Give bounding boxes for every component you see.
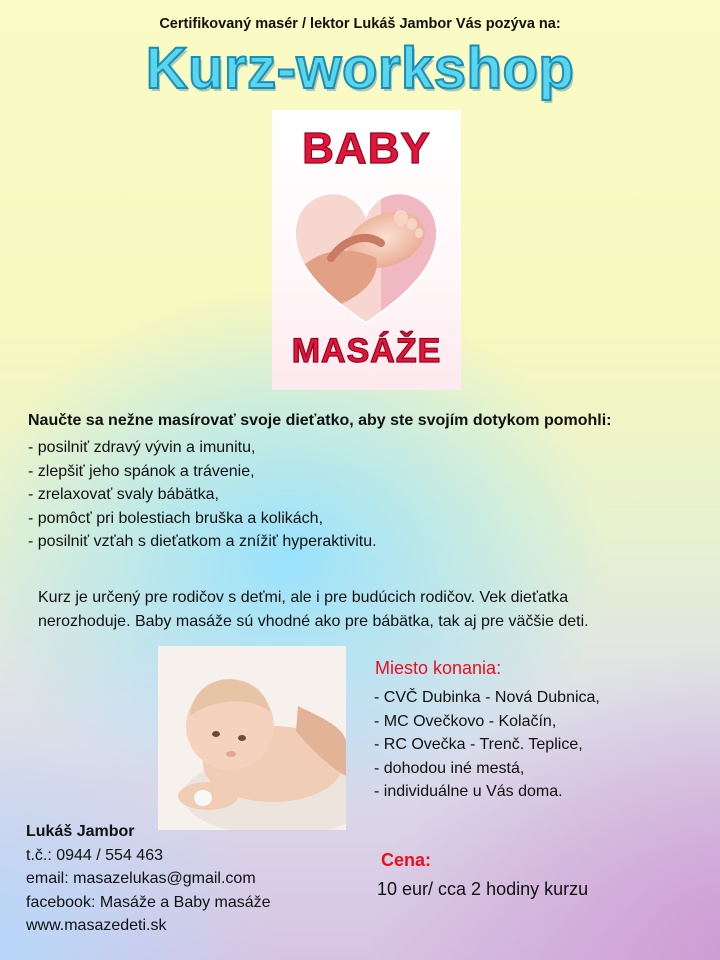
venue-list <box>374 686 600 804</box>
baby-photo-illustration <box>158 646 346 830</box>
contact-block <box>26 820 271 938</box>
venue-title-colon: : <box>496 658 502 678</box>
baby-photo <box>158 646 346 830</box>
list-item: - zlepšiť jeho spánok a trávenie, <box>28 462 255 480</box>
contact-name: Lukáš Jambor <box>26 823 135 840</box>
intro-text: Certifikovaný masér / lektor Lukáš Jambor Vás pozýva na: <box>159 16 561 32</box>
page-title: Kurz-workshop <box>145 36 575 101</box>
list-item: - individuálne u Vás doma. <box>374 783 563 800</box>
contact-email: email: masazelukas@gmail.com <box>26 870 256 887</box>
cover-bottom-text: MASÁŽE <box>291 332 442 370</box>
list-item: - RC Ovečka - Trenč. Teplice, <box>374 736 583 753</box>
list-item: - MC Ovečkovo - Kolačín, <box>374 712 557 730</box>
list-item: - posilniť zdravý vývin a imunitu, <box>28 439 256 456</box>
list-item: - zrelaxovať svaly bábätka, <box>28 486 219 503</box>
heart-with-baby-foot-icon <box>291 188 441 328</box>
course-line: nerozhoduje. Baby masáže sú vhodné ako pre bábätka, tak aj pre väčšie deti. <box>38 613 589 630</box>
list-item: - posilniť vzťah s dieťatkom a znížiť hyperaktivitu. <box>28 533 377 550</box>
list-item: - dohodou iné mestá, <box>374 759 525 777</box>
price-value: 10 eur/ cca 2 hodiny kurzu <box>377 879 589 899</box>
contact-facebook: facebook: Masáže a Baby masáže <box>26 893 271 911</box>
list-item: - pomôcť pri bolestiach bruška a kolikách, <box>28 509 324 527</box>
benefits-lead: Naučte sa nežne masírovať svoje dieťatko, aby ste svojím dotykom pomohli: <box>28 412 612 429</box>
price-label: Cena: <box>381 850 432 870</box>
contact-phone: t.č.: 0944 / 554 463 <box>26 846 163 864</box>
course-description <box>38 586 708 634</box>
baby-massage-cover-image <box>272 110 461 390</box>
venue-title <box>375 658 501 679</box>
list-item: - CVČ Dubinka - Nová Dubnica, <box>374 689 600 706</box>
venue-title-label: Miesto konania <box>375 658 497 678</box>
course-line: Kurz je určený pre rodičov s deťmi, ale i pre budúcich rodičov. Vek dieťatka <box>38 589 569 606</box>
cover-top-text: BABY <box>302 124 431 173</box>
benefits-list <box>28 436 377 554</box>
contact-website: www.masazedeti.sk <box>26 917 167 934</box>
